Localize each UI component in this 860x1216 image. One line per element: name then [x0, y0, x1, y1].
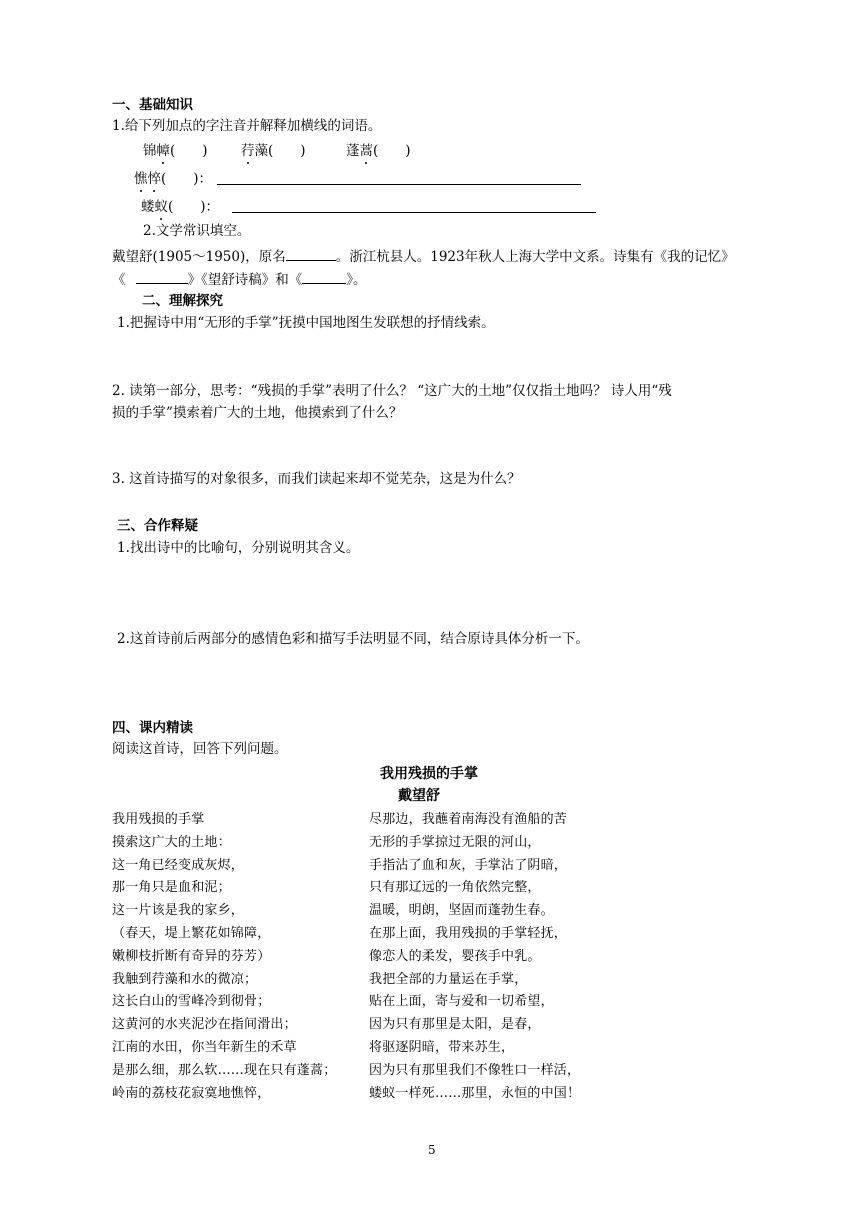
- poem-line: 因为只有那里是太阳，是春，: [369, 1017, 541, 1033]
- poem-line: 是那么细，那么软……现在只有蓬蒿；: [112, 1062, 337, 1078]
- sec3-q2: 2.这首诗前后两部分的感情色彩和描写手法明显不同，结合原诗具体分析一下。: [117, 631, 589, 647]
- word-xingzao: 荇藻( ): [241, 143, 306, 159]
- page-number: 5: [428, 1143, 436, 1157]
- sec2-q1: 1.把握诗中用“无形的手掌”抚摸中国地图生发联想的抒情线索。: [117, 315, 495, 331]
- word-qiaocui: 憔悴( )：: [134, 171, 213, 187]
- sec1-q2: 2.文学常识填空。: [143, 223, 251, 239]
- section1-heading: 一、基础知识: [112, 97, 193, 113]
- sec2-q3: 3. 这首诗描写的对象很多，而我们读起来却不觉芜杂，这是为什么？: [112, 471, 521, 487]
- poem-line: 江南的水田，你当年新生的禾草: [112, 1040, 297, 1055]
- sec4-intro: 阅读这首诗，回答下列问题。: [112, 741, 288, 757]
- lit-line2: 《 》《望舒诗稿》和《 》。: [112, 269, 367, 289]
- poem-line: 将驱逐阴暗，带来苏生，: [369, 1040, 515, 1055]
- poem-line: 手指沾了血和灰，手掌沾了阴暗，: [369, 857, 568, 873]
- sec1-q1: 1.给下列加点的字注音并解释加横线的词语。: [112, 118, 382, 134]
- poem-line: 摸索这广大的土地：: [112, 834, 231, 850]
- poem-line: 这长白山的雪峰冷到彻骨；: [112, 994, 271, 1010]
- poem-line: （春天，堤上繁花如锦障，: [112, 926, 271, 941]
- sec2-q2-line2: 损的手掌”摸索着广大的土地，他摸索到了什么？: [112, 405, 403, 421]
- poem-title: 我用残损的手掌: [380, 766, 478, 782]
- section2-heading: 二、理解探究: [142, 293, 223, 309]
- fill-blank-collection2[interactable]: [302, 269, 346, 284]
- poem-line: 像恋人的柔发，婴孩手中乳。: [369, 948, 541, 964]
- poem-line: 贴在上面，寄与爱和一切希望，: [369, 994, 554, 1010]
- poem-line: 因为只有那里我们不像牲口一样活，: [369, 1062, 581, 1078]
- poem-line: 蝼蚁一样死……那里，永恒的中国！: [369, 1085, 581, 1101]
- poem-author: 戴望舒: [398, 788, 440, 804]
- poem-line: 这黄河的水夹泥沙在指间滑出；: [112, 1017, 297, 1033]
- poem-line: 这一角已经变成灰烬，: [112, 857, 245, 873]
- poem-line: 尽那边，我蘸着南海没有渔船的苦: [369, 812, 568, 827]
- fill-blank-original-name[interactable]: [286, 246, 336, 261]
- poem-line: 我触到荇藻和水的微凉；: [112, 971, 258, 987]
- answer-line-louyi[interactable]: [232, 212, 596, 213]
- section4-heading: 四、课内精读: [112, 720, 193, 736]
- sec2-q2-line1: 2. 读第一部分，思考：“残损的手掌”表明了什么？ “这广大的土地”仅仅指土地吗？ 诗人用“残: [112, 383, 672, 399]
- sec3-q1: 1.找出诗中的比喻句，分别说明其含义。: [117, 540, 360, 556]
- section3-heading: 三、合作释疑: [117, 518, 198, 534]
- poem-line: 那一角只是血和泥；: [112, 880, 231, 896]
- word-jinzhang: 锦幛( ): [143, 143, 208, 159]
- poem-line: 嫩柳枝折断有奇异的芬芳）: [112, 948, 271, 964]
- poem-line: 我把全部的力量运在手掌，: [369, 971, 528, 987]
- poem-line: 无形的手掌掠过无限的河山，: [369, 834, 541, 850]
- poem-line: 这一片该是我的家乡，: [112, 903, 245, 919]
- fill-blank-collection1[interactable]: [136, 269, 188, 284]
- poem-line: 温暖，明朗，坚固而蓬勃生春。: [369, 903, 554, 919]
- poem-line: 岭南的荔枝花寂寞地憔悴，: [112, 1085, 271, 1101]
- word-louyi: 蝼蚁( )：: [141, 199, 220, 215]
- lit-line1: 戴望舒(1905～1950)，原名 。浙江杭县人。1923年秋人上海大学中文系。诗集有《我的记忆》: [112, 246, 735, 266]
- answer-line-qiaocui[interactable]: [217, 184, 581, 185]
- word-penghao: 蓬蒿( ): [346, 143, 411, 159]
- poem-line: 在那上面，我用残损的手掌轻抚，: [369, 926, 568, 941]
- poem-line: 只有那辽远的一角依然完整，: [369, 880, 541, 896]
- poem-line: 我用残损的手掌: [112, 812, 205, 827]
